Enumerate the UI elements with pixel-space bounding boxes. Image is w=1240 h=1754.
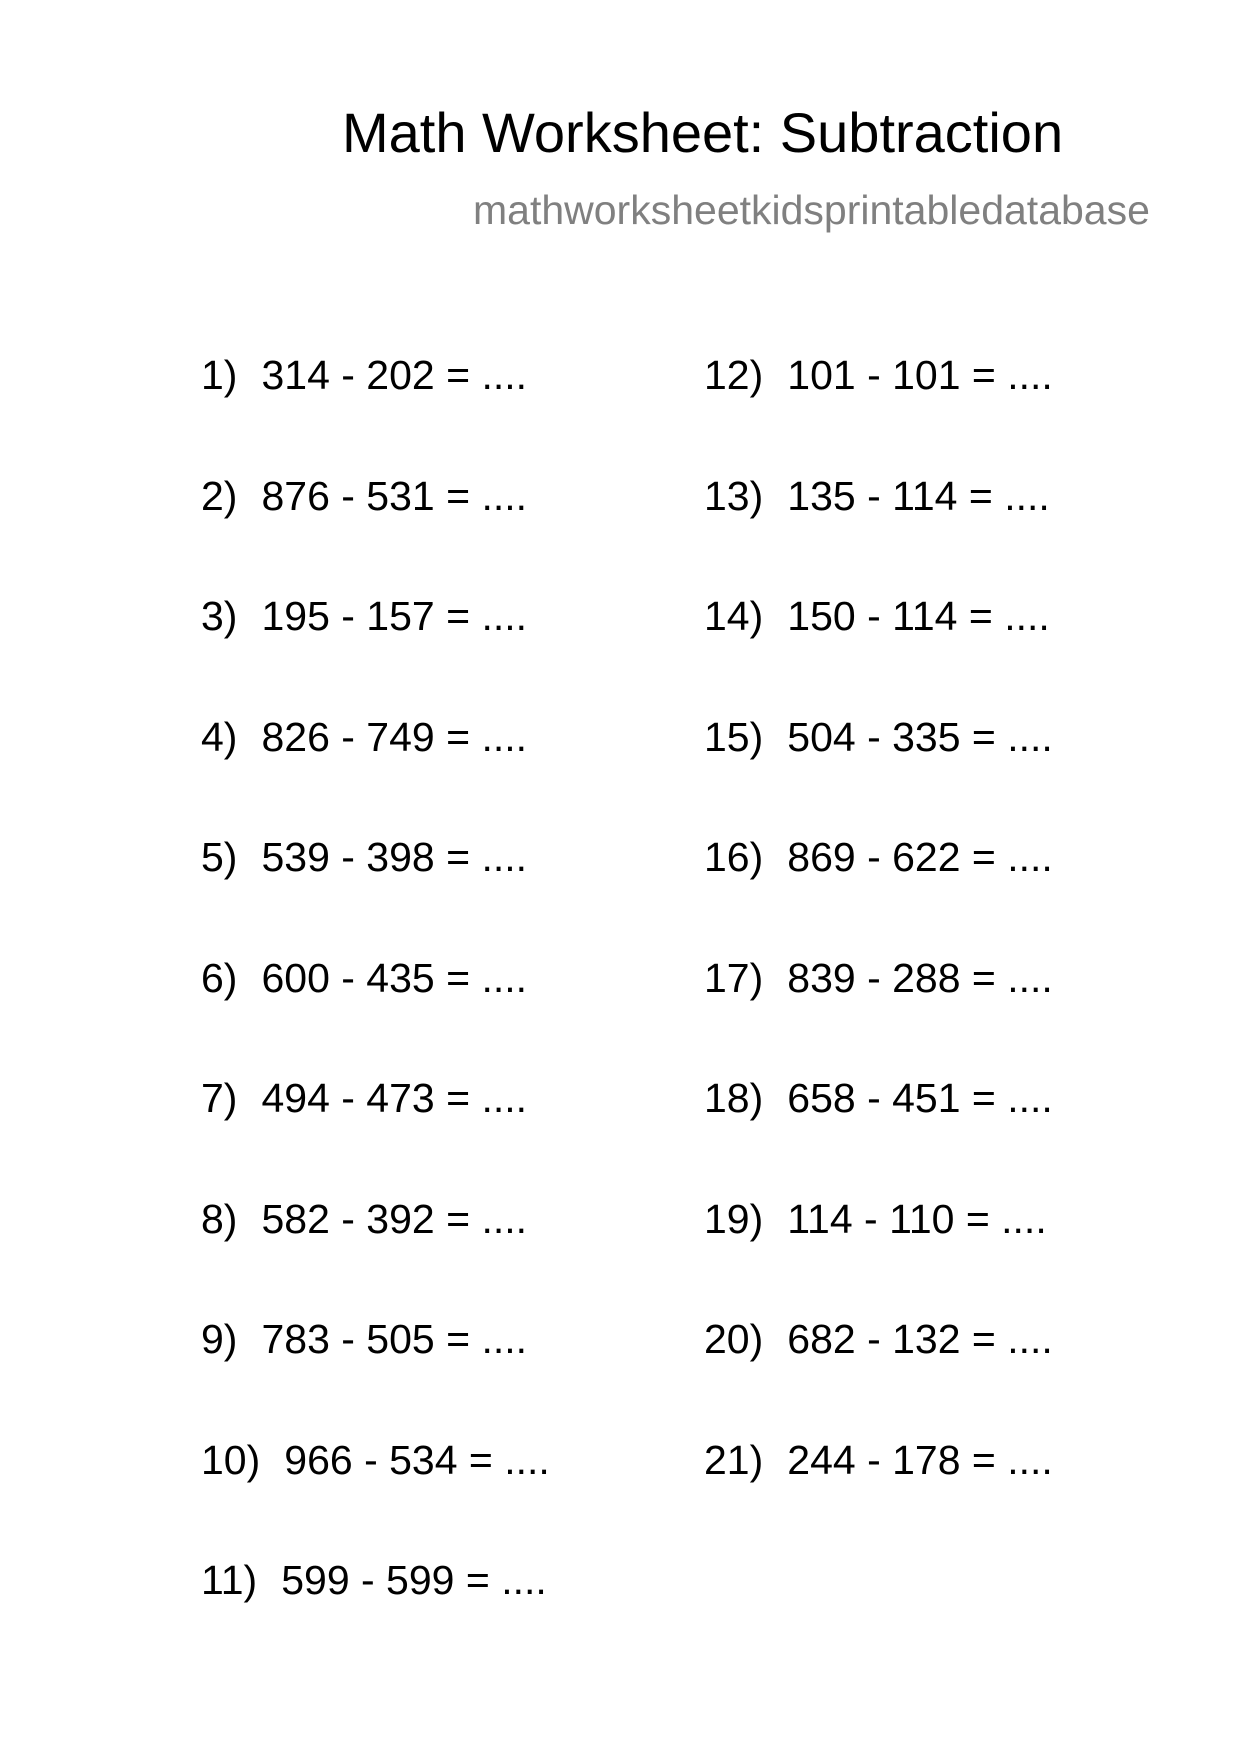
problem-number: 17) (704, 954, 764, 1001)
problem-number: 9) (201, 1316, 238, 1362)
problem-number: 4) (201, 713, 238, 760)
problem-item (704, 469, 1053, 590)
problem-expression: 783 - 505 = .... (261, 1316, 528, 1362)
problem-item (704, 1433, 1053, 1554)
problem-expression: 869 - 622 = .... (787, 834, 1053, 880)
problem-expression: 839 - 288 = .... (787, 954, 1053, 1001)
problem-expression: 826 - 749 = .... (261, 713, 528, 760)
problem-item (201, 348, 550, 469)
problem-number: 16) (704, 834, 764, 880)
problem-item (201, 1553, 550, 1674)
problem-expression: 314 - 202 = .... (261, 352, 528, 398)
problem-expression: 599 - 599 = .... (281, 1557, 547, 1603)
problem-number: 7) (201, 1075, 238, 1121)
problem-number: 15) (704, 713, 764, 760)
problem-expression: 600 - 435 = .... (261, 954, 528, 1001)
problem-number: 11) (201, 1557, 258, 1603)
page-title: Math Worksheet: Subtraction (342, 101, 1064, 164)
problem-number: 2) (201, 472, 238, 519)
problem-expression: 150 - 114 = .... (787, 593, 1050, 639)
problem-expression: 682 - 132 = .... (787, 1316, 1053, 1362)
problem-list-right (704, 348, 1053, 1553)
problem-item (201, 1071, 550, 1192)
problem-expression: 658 - 451 = .... (787, 1075, 1053, 1121)
problem-number: 8) (201, 1195, 238, 1242)
problem-number: 20) (704, 1316, 764, 1362)
problem-expression: 135 - 114 = .... (787, 472, 1050, 519)
problem-item (704, 951, 1053, 1072)
problem-item (704, 589, 1053, 710)
problem-number: 19) (704, 1195, 764, 1242)
problem-item (704, 1071, 1053, 1192)
problem-number: 3) (201, 593, 238, 639)
problem-number: 12) (704, 352, 764, 398)
problem-number: 10) (201, 1436, 261, 1483)
problem-item (704, 710, 1053, 831)
problem-number: 6) (201, 954, 238, 1001)
problem-expression: 494 - 473 = .... (261, 1075, 528, 1121)
problem-item (704, 1312, 1053, 1433)
problem-number: 18) (704, 1075, 764, 1121)
problem-expression: 876 - 531 = .... (261, 472, 528, 519)
problem-item (201, 710, 550, 831)
problem-expression: 101 - 101 = .... (787, 352, 1053, 398)
page-subtitle: mathworksheetkidsprintabledatabase (473, 187, 1150, 233)
problem-number: 14) (704, 593, 764, 639)
problem-item (201, 1433, 550, 1554)
problem-expression: 195 - 157 = .... (261, 593, 528, 639)
problem-number: 13) (704, 472, 764, 519)
problem-expression: 244 - 178 = .... (787, 1436, 1053, 1483)
problem-list-left (201, 348, 550, 1674)
problem-item (704, 348, 1053, 469)
problem-item (201, 1192, 550, 1313)
problem-number: 21) (704, 1436, 764, 1483)
problem-expression: 966 - 534 = .... (284, 1436, 550, 1483)
problem-expression: 582 - 392 = .... (261, 1195, 528, 1242)
problem-expression: 504 - 335 = .... (787, 713, 1053, 760)
problem-expression: 539 - 398 = .... (261, 834, 528, 880)
problem-item (201, 469, 550, 590)
problem-item (201, 1312, 550, 1433)
problem-item (704, 1192, 1053, 1313)
problem-number: 5) (201, 834, 238, 880)
problem-item (704, 830, 1053, 951)
problem-item (201, 589, 550, 710)
problem-expression: 114 - 110 = .... (787, 1195, 1047, 1242)
problem-item (201, 830, 550, 951)
problem-number: 1) (201, 352, 238, 398)
problem-item (201, 951, 550, 1072)
